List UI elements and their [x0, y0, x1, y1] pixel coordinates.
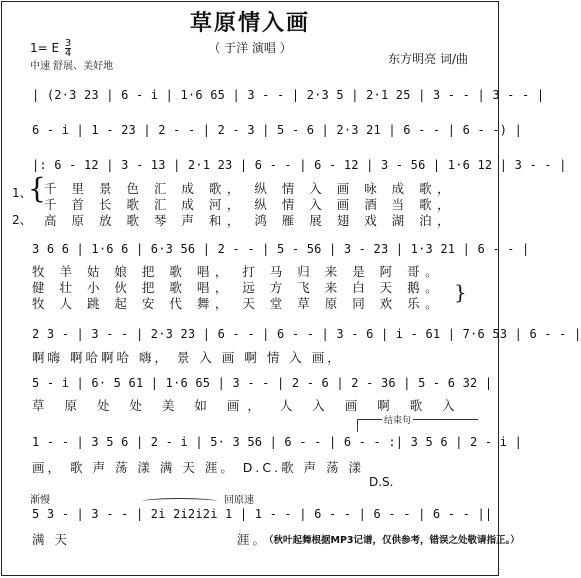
end-phrase-label: 结束句: [382, 413, 413, 426]
verse-brace: {: [28, 172, 46, 205]
lyrics-row-4b: 健 壮 小 伙 把 歌 唱， 远 方 飞 来 白 天 鹅。: [32, 280, 444, 295]
lyrics-row-8a: 满 天: [32, 532, 70, 547]
dal-segno-label: D.S.: [369, 475, 394, 489]
time-num: 3: [64, 38, 72, 49]
composer-credit: 东方明亮 词/曲: [388, 52, 468, 66]
verse-number-1: 1、: [12, 186, 32, 200]
sheet-music-page: [1, 1, 581, 576]
lyrics-row-5: 啊嗨 啊哈啊哈 嗨， 景 入 画 啊 情 入 画，: [32, 350, 343, 365]
key-signature: [30, 39, 71, 58]
footnote: （秋叶起舞根据MP3记谱，仅供参考，错误之处敬请指正。）: [264, 535, 520, 546]
lyrics-row-4c: 牧 人 跳 起 安 代 舞， 天 堂 草 原 同 欢 乐。: [32, 296, 444, 311]
lyrics-row-3-verse-2: 高 原 放 歌 琴 声 和， 鸿 雁 展 翅 戏 湖 泊，: [44, 213, 456, 228]
verse-number-2: 2、: [12, 213, 32, 227]
time-den: 4: [64, 48, 72, 59]
tempo-marking: 中速 舒展、美好地: [30, 61, 114, 72]
notation-row-4: 3 6 6 | 1·6 6 | 6·3 56 | 2 - - | 5 - 56 | 3 - 23 | 1·3 21 | 6 - - |: [32, 242, 530, 256]
lyrics-row-8b: 涯。: [237, 532, 269, 547]
verse-brace-right: }: [454, 280, 467, 304]
notation-row-6: 5 - i | 6· 5 61 | 1·6 65 | 3 - - | 2 - 6 | 2 - 36 | 5 - 6 32 |: [32, 376, 493, 390]
ending-bracket: [357, 419, 478, 432]
notation-row-1: | (2·3 23 | 6 - i | 1·6 65 | 3 - - | 2·3 5 | 2·1 25 | 3 - - | 3 - - |: [32, 88, 545, 102]
tempo-back-marking: 回原速: [224, 495, 254, 506]
notation-row-2: 6 - i | 1 - 23 | 2 - - | 2 - 3 | 5 - 6 | 2·3 21 | 6 - - | 6 - -) |: [32, 123, 523, 137]
song-title: 草原情入画: [189, 11, 310, 36]
lyrics-row-7: 画， 歌 声 荡 漾 满 天 涯。 D.C.歌 声 荡 漾: [32, 460, 365, 475]
notation-row-3: |: 6 - 12 | 3 - 13 | 2·1 23 | 6 - - | 6 - 12 | 3 - 56 | 1·6 12 | 3 - - |: [32, 158, 567, 172]
notation-row-8: 5 3 - | 3 - - | 2i 2i2i2i 1 | 1 - - | 6 - - | 6 - - | 6 - - ||: [32, 507, 493, 521]
lyrics-row-6: 草 原 处 处 美 如 画， 人 入 画 啊 歌 入: [32, 398, 463, 413]
singer-credit: （ 于洋 演唱 ）: [208, 41, 292, 55]
notation-row-5: 2 3 - | 3 - - | 2·3 23 | 6 - - | 6 - - | 3 - 6 | i - 61 | 7·6 53 | 6 - - |: [32, 327, 581, 341]
lyrics-row-4a: 牧 羊 姑 娘 把 歌 唱， 打 马 归 来 是 阿 哥。: [32, 264, 444, 279]
key-prefix: 1= E: [30, 41, 60, 55]
lyrics-row-3-verse-1b: 千 首 长 歌 汇 成 河， 纵 情 入 画 酒 当 歌，: [44, 197, 456, 212]
time-signature: [65, 39, 71, 58]
lyrics-row-3-verse-1a: 千 里 景 色 汇 成 歌， 纵 情 入 画 咏 成 歌，: [44, 181, 456, 196]
notation-row-7: 1 - - | 3 5 6 | 2 - i | 5· 3 56 | 6 - - | 6 - - :| 3 5 6 | 2 - i |: [32, 435, 523, 449]
slur-mark: [142, 498, 217, 505]
slow-marking: 渐慢: [30, 495, 50, 506]
